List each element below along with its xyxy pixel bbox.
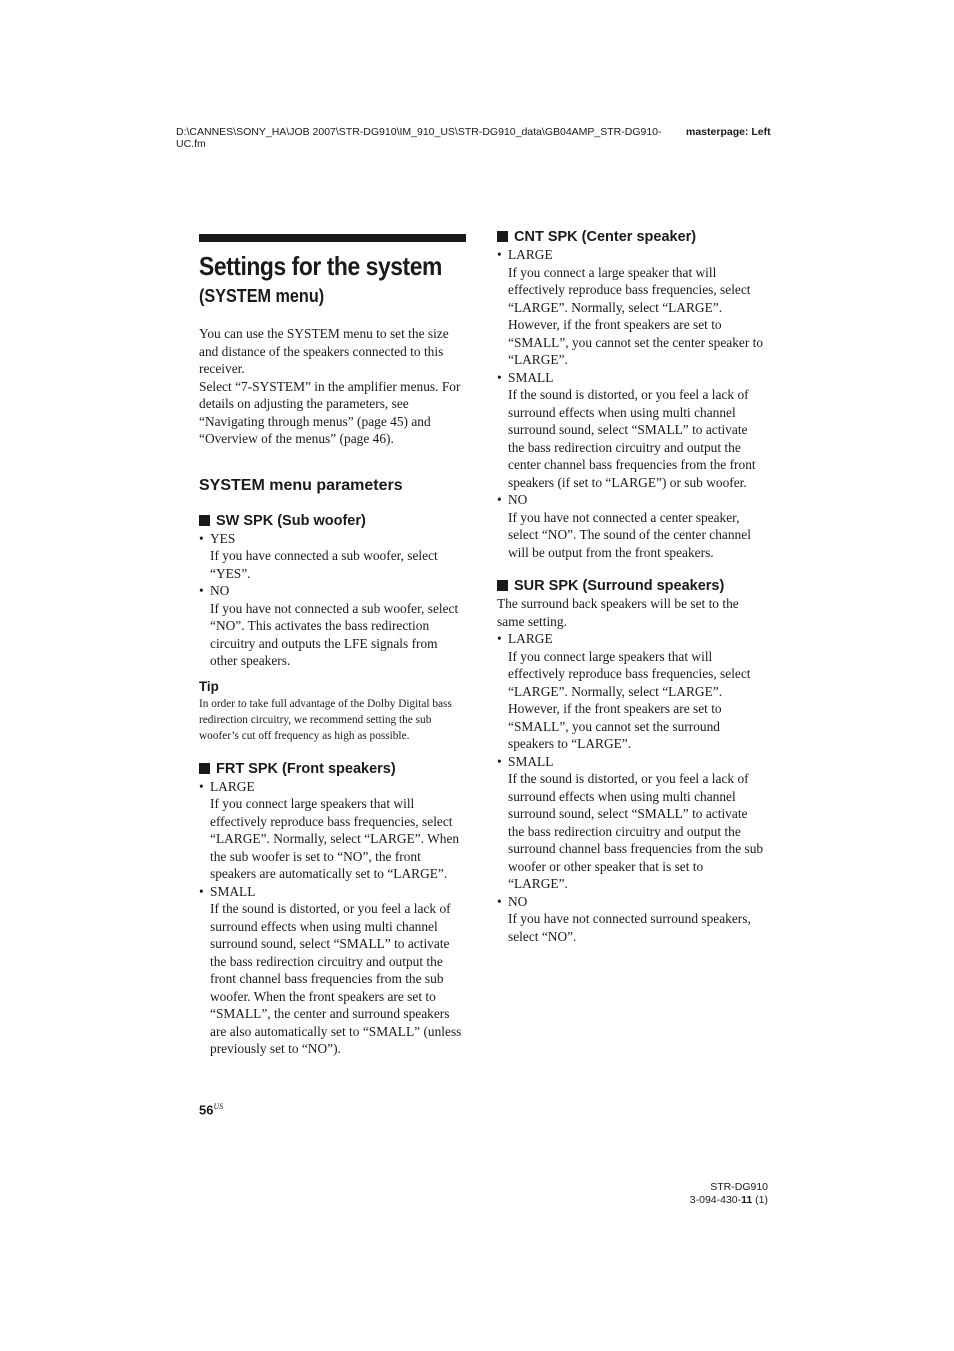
bullet-icon: • (497, 631, 502, 646)
sur-spk-intro: The surround back speakers will be set to the same setting. (497, 596, 739, 629)
footer (690, 1181, 768, 1206)
item-label: LARGE (508, 631, 553, 646)
footer-code-suffix: (1) (752, 1193, 768, 1206)
square-bullet-icon (199, 515, 210, 526)
item-description: If the sound is distorted, or you feel a lack of surround effects when using multi channel surround sound, select “SMALL” to activate the bass redirection circuitry and output the surround channel bass frequencies from the sub woofer or other speaker that is set to “LARGE”. (508, 771, 764, 891)
frt-spk-heading-text: FRT SPK (Front speakers) (216, 760, 396, 777)
square-bullet-icon (497, 580, 508, 591)
right-column (497, 228, 765, 945)
item-description: If you connect a large speaker that will effectively reproduce bass frequencies, select “LARGE”. Normally, select “LARGE”. However, if the front speakers are set to “SMALL”, you cannot set the center speaker to “LARGE”. (508, 264, 764, 367)
list-item (497, 246, 765, 369)
list-item (497, 753, 765, 893)
item-label: SMALL (508, 753, 554, 769)
bullet-icon: • (199, 530, 204, 546)
section-heading: SYSTEM menu parameters (199, 476, 403, 494)
item-description: If you connect large speakers that will effectively reproduce bass frequencies, select “LARGE”. Normally, select “LARGE”. However, if the front speakers are set to “SMALL”, you cannot set the surround speakers to “LARGE”. (508, 648, 751, 751)
item-description: If you connect large speakers that will effectively reproduce bass frequencies, select “LARGE”. Normally, select “LARGE”. When the sub woofer is set to “NO”, the front speakers are automatically set to “LARGE”. (210, 796, 460, 881)
square-bullet-icon (199, 763, 210, 774)
item-description: If you have not connected a sub woofer, select “NO”. This activates the bass redirection circuitry and outputs the LFE signals from other speakers. (210, 600, 459, 668)
bullet-icon: • (497, 247, 502, 262)
item-label: LARGE (508, 247, 553, 262)
list-item (497, 893, 765, 946)
footer-code (690, 1194, 768, 1207)
list-item (497, 491, 765, 561)
list-item (199, 778, 467, 883)
header-masterpage: masterpage: Left (686, 126, 771, 138)
item-label: NO (508, 893, 528, 909)
intro (199, 325, 467, 448)
item-label: NO (508, 492, 528, 507)
sw-spk-heading (199, 512, 467, 530)
tip-text: In order to take full advantage of the Dolby Digital bass redirection circuitry, we recommend setting the sub woofer’s cut off frequency as high as possible. (199, 697, 452, 742)
bullet-icon: • (199, 778, 204, 794)
title-rule (199, 234, 466, 242)
footer-code-bold: 11 (741, 1193, 753, 1206)
intro-paragraph: Select “7-SYSTEM” in the amplifier menus. For details on adjusting the parameters, see “Navigating through menus” (page 45) and “Overview of the menus” (page 46). (199, 378, 461, 446)
bullet-icon: • (497, 753, 502, 769)
page-title: Settings for the system (199, 251, 442, 281)
intro-paragraph: You can use the SYSTEM menu to set the size and distance of the speakers connected to this receiver. (199, 326, 449, 376)
sur-spk-heading-text: SUR SPK (Surround speakers) (514, 578, 725, 594)
footer-code-prefix: 3-094-430- (689, 1193, 742, 1206)
item-label: NO (210, 583, 230, 598)
page-number-value: 56 (199, 1102, 214, 1118)
item-label: LARGE (210, 778, 255, 794)
sw-spk-heading-text: SW SPK (Sub woofer) (216, 512, 366, 529)
bullet-icon: • (199, 883, 204, 899)
page-number-suffix: US (213, 1102, 224, 1111)
item-label: YES (210, 530, 236, 546)
item-description: If the sound is distorted, or you feel a lack of surround effects when using multi channel surround sound, select “SMALL” to activate the bass redirection circuitry and output the center channel bass frequencies from the front speakers (if set to “LARGE”) or sub woofer. (508, 387, 756, 490)
bullet-icon: • (497, 893, 502, 909)
list-item (199, 883, 467, 1058)
frt-spk-heading (199, 760, 467, 778)
item-label: SMALL (210, 883, 256, 899)
square-bullet-icon (497, 231, 508, 242)
item-description: If you have not connected surround speakers, select “NO”. (508, 911, 751, 944)
sur-spk-heading (497, 577, 765, 595)
page-number (199, 1102, 223, 1117)
bullet-icon: • (497, 369, 502, 385)
item-label: SMALL (508, 369, 554, 385)
bullet-icon: • (497, 492, 502, 507)
footer-model: STR-DG910 (710, 1181, 768, 1193)
header-file-path: D:\CANNES\SONY_HA\JOB 2007\STR-DG910\IM_910_US\STR-DG910_data\GB04AMP_STR-DG910-UC.fm (176, 126, 662, 150)
tip-heading: Tip (199, 678, 219, 694)
cnt-spk-heading (497, 228, 765, 246)
cnt-spk-heading-text: CNT SPK (Center speaker) (514, 229, 697, 245)
item-description: If you have not connected a center speaker, select “NO”. The sound of the center channel will be output from the front speakers. (508, 509, 751, 560)
item-description: If you have connected a sub woofer, select “YES”. (210, 548, 438, 581)
bullet-icon: • (199, 583, 204, 598)
list-item (497, 630, 765, 753)
page-subtitle: (SYSTEM menu) (199, 286, 325, 306)
list-item (497, 369, 765, 492)
left-column (199, 234, 467, 1058)
item-description: If the sound is distorted, or you feel a lack of surround effects when using multi channel surround sound, select “SMALL” to activate the bass redirection circuitry and output the front channel bass frequencies from the sub woofer. When the front speakers are set to “SMALL”, the center and surround speakers are also automatically set to “SMALL” (unless previously set to “NO”). (210, 901, 462, 1056)
list-item (199, 582, 467, 670)
list-item (199, 530, 467, 583)
